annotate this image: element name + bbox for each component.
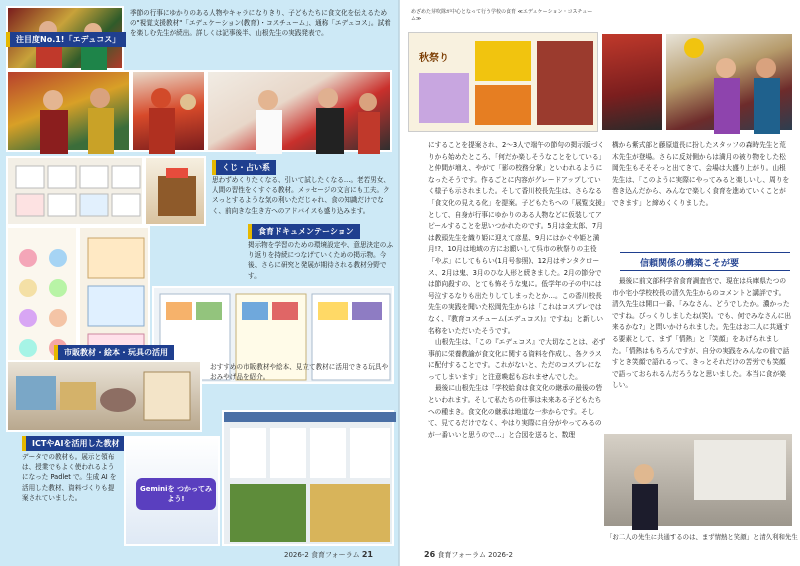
photo-costume-right-1 <box>600 32 664 132</box>
badge-educos: 注目度No.1!「エデュコス」 <box>6 32 126 47</box>
badge-market-materials: 市販教材・絵本・玩具の活用 <box>54 345 174 360</box>
text-documentation: 掲示物を学習のための環境設定や、意思決定のふり返りを持続につなげていくための掲示物。今後、さらに研究と発展が期待される教材分野です。 <box>248 241 393 280</box>
left-folio <box>284 550 373 560</box>
photo-costume-4 <box>206 70 392 152</box>
costume-right-illustration <box>666 34 796 134</box>
right-folio-number: 26 <box>424 550 436 559</box>
col1-paragraph-3: 最後に山根先生は「学校給食は食文化の継承の最後の砦といわれます。そして私たちの仕事は未来ある子どもたちへの種まき。食文化の継承は地道な一歩からです。そして、見てるだけでなく、やはり実際に自分がやってみるのが一番いいと思うので…」と合図を送ると、数理 <box>428 384 603 439</box>
poster-head: めざめた芽吹隊が中心となって行う学校の食育 ≪エデュケーション・コスチューム≫ <box>411 9 593 22</box>
photo-speaker <box>602 432 794 528</box>
photo-market-materials <box>6 360 202 432</box>
right-page <box>400 0 800 566</box>
photo-padlet-board <box>222 410 394 546</box>
speaker-illustration <box>604 434 796 530</box>
right-folio-label: 食育フォーラム 2026-2 <box>437 551 513 559</box>
col1-paragraph-1: にすることを提案され、2～3人で端午の節句の掲示版づくりから始めたところ、「何だか楽しそうなことをしている」と仲間が増え、やがて「影の校務分掌」といわれるようになったそうです。作るごとに内容がグレードアップしていく様子も示されました。そして香川校長先生は、さらなる「食文化の見える化」を提案。子どもたちへの「展覧支援」として、自身が行事にゆかりのある人物などに仮装してアピールすることを思いつかれたのです。5月は金太郎、7月は教頭先生を織り姫に迎えて彦星、9月にはかぐや姫と満月!?、10月は地域の方にお願いして呉市の秋祭りの主役「やぶ」にしてもらい(1月号参照)、12月はサンタクロース、2月は鬼、3月のひな人形と続きました。2月の節分では節向殺すの、とても怖そうな鬼に。低学年の子の中には号泣するなりも出たりしてしまったとか…。この香川校長先生の実践を聞いた松岡先生からは「これはコスプレではなく、『教育コスチューム(エデュコス)』ですね」と新しい名称をいただいたそうです。 <box>428 141 606 335</box>
section-heading-trust: 信頼関係の構築こそが要 <box>640 259 740 269</box>
text-market-materials: おすすめの市販教材や絵本、見立て教材に活用できる玩具やおみやげ品を紹介。 <box>210 363 389 382</box>
badge-ict: ICTやAIを活用した教材 <box>22 436 125 451</box>
photo-gemini-slide <box>124 436 220 546</box>
col3-paragraph-1: 最後に前文部科学省食育調査官で、現在は兵庫県たつの市小宅小学校校長の清久先生からのコメントと講評です。清久先生は開口一番、「みなさん、どうでしたか。濃かったですね。びっくりしましたね(笑)。でも、何でみなさんに出来るかな?」と問いかけられました。先生はお二人に共通する要素として、まず「情熱」と「笑顔」をあげられました。「情熱はもちろんですが、自分の実践をみんなの前で話すとき笑顔で語れるって、きっとそれだけの苦労でも笑顔で語っておられるんだろうなと思いました。本当に食が楽しい。 <box>612 277 792 390</box>
photo-costume-3 <box>131 70 206 152</box>
photo-costume-right-2 <box>664 32 794 132</box>
col1-paragraph-2: 山根先生は、「この『エデュコス』で大切なことは、必ず事前に栄養教諭が食文化に関する資料を作成し、各クラスに配付することです。これがないと、ただのコスプレになってしまいます」と注意喚起も忘れませんでした。 <box>428 338 606 381</box>
gemini-label: Geminiを つかってみよう! <box>136 478 216 510</box>
col2-paragraph-1: 構から紫式部と藤原道長に扮したスタッフの森時先生と荒木先生が登場。さらに反対側からは満月の被り物をした松岡先生もそそそっと出てきて、会場は大盛り上がり。山根先生は、「このように実際にやってみると楽しいし、周りを巻き込んだから、みんなで楽しく食育を進めていくことができます」と締めくくりました。 <box>612 141 790 207</box>
text-ict: データでの教材も。展示と領布は、授業でもよく使われるようになった Padlet で。生成 AI を活用した教材、資料づくりも提案されていました。 <box>22 453 117 502</box>
poster-label: 秋祭り <box>419 53 449 64</box>
kuji-cards-illustration <box>8 158 146 228</box>
caption-speaker: 「お二人の先生に共通するのは、まず情熱と笑顔」と清久利和先生 <box>606 533 798 541</box>
body-column-2 <box>612 140 792 210</box>
body-column-3 <box>612 276 792 392</box>
costume-illustration-4 <box>208 72 394 154</box>
text-educos: 季節の行事にゆかりのある人物やキャラになりきり、子どもたちに食文化を伝えるための"視覚支援教材"「エデュケーション(教育)・コスチューム」、通称「エデュコス」。試着を楽しむ先生が続出。詳しくは記事後半、山根先生の実践発表で。 <box>130 9 391 38</box>
section-rule-bottom <box>620 270 790 271</box>
costume-illustration-3 <box>133 72 208 154</box>
body-column-1 <box>428 140 606 441</box>
costume-illustration-2 <box>8 72 133 154</box>
kuji-box-illustration <box>146 158 208 228</box>
photo-poster <box>408 9 598 132</box>
text-kuji: 思わずめくりたくなる、引いて試したくなる…。老若男女、人間の習性をくすぐる教材。メッセージの文言にも工夫。クスっとするような気の利いただじゃれ、食の知識だけでなく、前向きな生き方へのアドバイスも盛り込みます。 <box>212 176 391 215</box>
badge-documentation: 食育ドキュメンテーション <box>248 224 360 239</box>
left-folio-label: 2026-2 食育フォーラム <box>284 551 360 559</box>
badge-kuji: くじ・占い系 <box>212 160 276 175</box>
market-materials-illustration <box>8 362 204 434</box>
section-rule-top <box>620 252 790 253</box>
left-folio-number: 21 <box>361 550 373 559</box>
poster-illustration <box>409 33 599 133</box>
photo-costume-2 <box>6 70 131 152</box>
padlet-illustration <box>224 412 396 548</box>
photo-kuji-box <box>144 156 206 226</box>
photo-kuji-cards <box>6 156 144 226</box>
right-folio <box>424 550 513 560</box>
